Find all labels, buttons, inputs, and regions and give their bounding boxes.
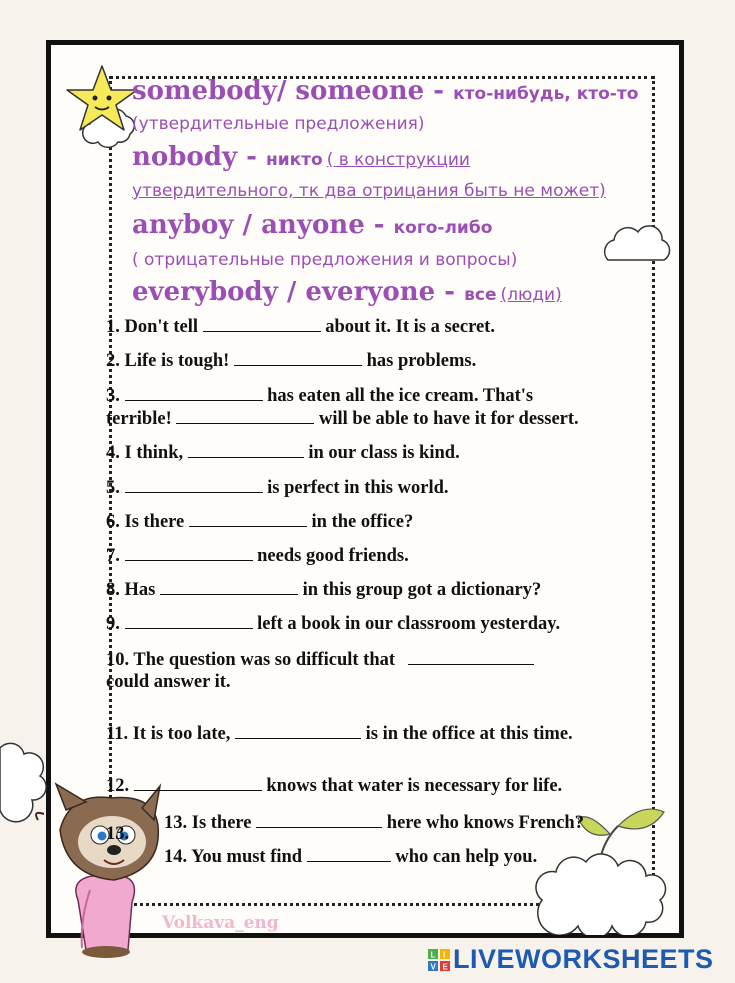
answer-blank-11[interactable] — [235, 722, 361, 739]
answer-blank-1[interactable] — [203, 315, 321, 332]
question-10: 10. The question was so difficult that — [106, 648, 534, 672]
question-13-number: 13. — [106, 824, 130, 844]
question-13: 13. Is there here who knows French? — [164, 813, 584, 833]
question-11: 11. It is too late, is in the office at this time. — [106, 724, 573, 744]
question-3: 3. has eaten all the ice cream. That's — [106, 386, 534, 406]
svg-text:L: L — [430, 950, 436, 959]
rule-nobody: nobody - никто ( в конструкции — [132, 142, 470, 172]
rule-anyone-note: ( отрицательные предложения и вопросы) — [132, 250, 518, 270]
answer-blank-9[interactable] — [125, 612, 253, 629]
question-6: 6. Is there in the office? — [106, 512, 414, 532]
rule-somebody-note: (утвердительные предложения) — [132, 114, 425, 134]
answer-blank-3b[interactable] — [176, 407, 314, 424]
rule-nobody-note: утвердительного, тк два отрицания быть не может) — [132, 181, 606, 201]
cloud-decoration — [598, 222, 678, 272]
question-5: 5. is perfect in this world. — [106, 478, 449, 498]
answer-blank-7[interactable] — [125, 544, 253, 561]
question-4: 4. I think, in our class is kind. — [106, 443, 460, 463]
answer-blank-2[interactable] — [234, 349, 362, 366]
answer-blank-12[interactable] — [134, 774, 262, 791]
answer-blank-3a[interactable] — [125, 384, 263, 401]
question-1: 1. Don't tell about it. It is a secret. — [106, 317, 495, 337]
answer-blank-8[interactable] — [160, 578, 298, 595]
question-14: 14. You must find who can help you. — [164, 847, 538, 867]
question-2: 2. Life is tough! has problems. — [106, 351, 477, 371]
answer-blank-4[interactable] — [188, 441, 304, 458]
rule-everybody: everybody / everyone - все (люди) — [132, 277, 562, 307]
answer-blank-10[interactable] — [408, 648, 534, 665]
rule-somebody: somebody/ someone - кто-нибудь, кто-то — [132, 76, 639, 106]
liveworksheets-icon — [428, 949, 450, 971]
brand-name: LIVEWORKSHEETS — [453, 944, 714, 974]
svg-text:V: V — [430, 962, 436, 971]
svg-text:I: I — [443, 950, 446, 959]
answer-blank-6[interactable] — [189, 510, 307, 527]
question-3-cont: terrible! will be able to have it for dessert. — [106, 409, 579, 429]
wolf-character-illustration — [30, 780, 170, 960]
star-cloud-decoration — [62, 62, 142, 162]
author-watermark: Volkava_eng — [162, 913, 279, 933]
question-8: 8. Has in this group got a dictionary? — [106, 580, 542, 600]
answer-blank-14[interactable] — [307, 845, 391, 862]
answer-blank-13[interactable] — [256, 811, 382, 828]
question-12: 12. knows that water is necessary for life. — [106, 776, 563, 796]
question-7: 7. needs good friends. — [106, 546, 409, 566]
svg-text:E: E — [442, 962, 448, 971]
question-9: 9. left a book in our classroom yesterday. — [106, 614, 561, 634]
liveworksheets-logo[interactable] — [428, 944, 714, 975]
answer-blank-5[interactable] — [125, 476, 263, 493]
question-10-cont: could answer it. — [106, 672, 231, 692]
rule-anyone: anyboy / anyone - кого-либо — [132, 210, 493, 240]
